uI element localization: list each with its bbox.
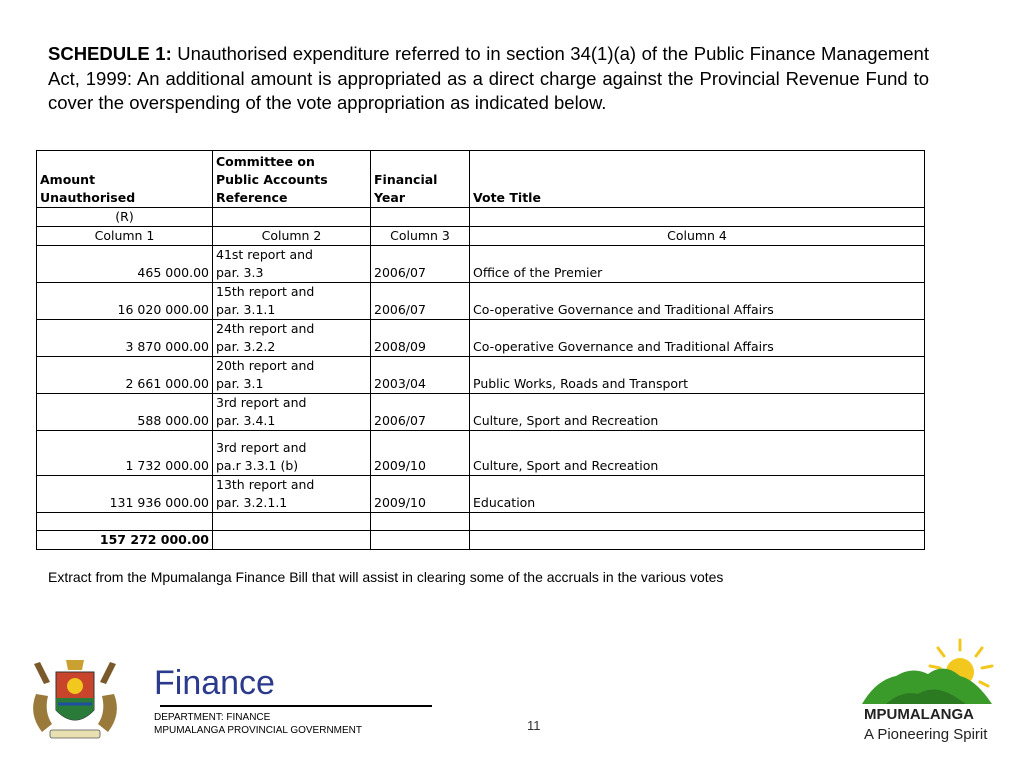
vote-cell: Office of the Premier <box>470 246 925 283</box>
department-line2: MPUMALANGA PROVINCIAL GOVERNMENT <box>154 725 362 736</box>
empty-cell <box>470 531 925 550</box>
table-row <box>37 431 925 476</box>
header-committee-line3: Reference <box>216 190 288 205</box>
empty-cell <box>37 513 213 531</box>
schedule-heading <box>48 42 929 116</box>
year-cell: 2009/10 <box>371 431 470 476</box>
table-column-label-row <box>37 227 925 246</box>
reference-cell <box>213 246 371 283</box>
year-cell: 2009/10 <box>371 476 470 513</box>
empty-cell <box>470 513 925 531</box>
header-amount-line1: Amount <box>40 172 96 187</box>
header-committee-reference <box>213 151 371 208</box>
amount-cell: 16 020 000.00 <box>37 283 213 320</box>
reference-cell <box>213 431 371 476</box>
table-row <box>37 476 925 513</box>
table-row <box>37 357 925 394</box>
header-year-line2: Year <box>374 190 405 205</box>
reference-line1: 3rd report and <box>216 395 307 410</box>
header-financial-year <box>371 151 470 208</box>
table-caption: Extract from the Mpumalanga Finance Bill that will assist in clearing some of the accruals in the various votes <box>48 569 724 585</box>
coat-of-arms-emblem <box>22 654 128 746</box>
reference-line2: pa.r 3.3.1 (b) <box>216 458 299 473</box>
department-label <box>154 711 362 737</box>
vote-cell: Culture, Sport and Recreation <box>470 394 925 431</box>
reference-line2: par. 3.4.1 <box>216 413 276 428</box>
year-cell: 2008/09 <box>371 320 470 357</box>
amount-cell: 131 936 000.00 <box>37 476 213 513</box>
reference-cell <box>213 320 371 357</box>
unit-cell: (R) <box>37 208 213 227</box>
empty-cell <box>470 208 925 227</box>
header-amount-unauthorised <box>37 151 213 208</box>
reference-line1: 24th report and <box>216 321 315 336</box>
empty-cell <box>371 531 470 550</box>
column-label-4: Column 4 <box>470 227 925 246</box>
amount-cell: 2 661 000.00 <box>37 357 213 394</box>
header-committee-line2: Public Accounts <box>216 172 328 187</box>
column-label-2: Column 2 <box>213 227 371 246</box>
vote-cell: Education <box>470 476 925 513</box>
table-total-row <box>37 531 925 550</box>
table-row <box>37 320 925 357</box>
empty-cell <box>213 208 371 227</box>
table-unit-row <box>37 208 925 227</box>
reference-cell <box>213 283 371 320</box>
table-row <box>37 283 925 320</box>
table-row <box>37 246 925 283</box>
reference-line1: 13th report and <box>216 477 315 492</box>
reference-line2: par. 3.2.1.1 <box>216 495 288 510</box>
amount-cell: 465 000.00 <box>37 246 213 283</box>
empty-cell <box>371 208 470 227</box>
schedule-heading-text: Unauthorised expenditure referred to in section 34(1)(a) of the Public Finance Management Act, 1999: An additional amount is appropriated as a direct charge against the Provincial Revenue Fund to cover the overspending of the vote appropriation as indicated below. <box>48 43 929 113</box>
empty-cell <box>371 513 470 531</box>
reference-line1: 3rd report and <box>216 440 307 455</box>
reference-cell <box>213 357 371 394</box>
vote-cell: Co-operative Governance and Traditional Affairs <box>470 283 925 320</box>
header-committee-line1: Committee on <box>216 154 315 169</box>
amount-cell: 588 000.00 <box>37 394 213 431</box>
vote-cell: Co-operative Governance and Traditional Affairs <box>470 320 925 357</box>
empty-cell <box>213 513 371 531</box>
year-cell: 2006/07 <box>371 283 470 320</box>
finance-underline <box>160 705 432 707</box>
header-amount-line2: Unauthorised <box>40 190 136 205</box>
column-label-1: Column 1 <box>37 227 213 246</box>
year-cell: 2006/07 <box>371 394 470 431</box>
header-year-line1: Financial <box>374 172 438 187</box>
page-number: 11 <box>527 718 541 733</box>
total-amount-cell: 157 272 000.00 <box>37 531 213 550</box>
table-header-row <box>37 151 925 208</box>
vote-cell: Culture, Sport and Recreation <box>470 431 925 476</box>
reference-cell <box>213 476 371 513</box>
reference-line1: 41st report and <box>216 247 313 262</box>
table-row <box>37 394 925 431</box>
reference-line1: 20th report and <box>216 358 315 373</box>
year-cell: 2003/04 <box>371 357 470 394</box>
mpumalanga-logo-name: MPUMALANGA <box>864 706 974 723</box>
reference-line2: par. 3.1.1 <box>216 302 276 317</box>
reference-line2: par. 3.1 <box>216 376 264 391</box>
schedule-table <box>36 150 925 550</box>
amount-cell: 1 732 000.00 <box>37 431 213 476</box>
header-vote-title: Vote Title <box>470 151 925 208</box>
amount-cell: 3 870 000.00 <box>37 320 213 357</box>
vote-cell: Public Works, Roads and Transport <box>470 357 925 394</box>
empty-cell <box>213 531 371 550</box>
reference-line2: par. 3.3 <box>216 265 264 280</box>
reference-line1: 15th report and <box>216 284 315 299</box>
schedule-heading-lead: SCHEDULE 1: <box>48 43 172 64</box>
department-line1: DEPARTMENT: FINANCE <box>154 712 271 723</box>
reference-cell <box>213 394 371 431</box>
finance-title: Finance <box>154 664 275 702</box>
table-blank-row <box>37 513 925 531</box>
reference-line2: par. 3.2.2 <box>216 339 276 354</box>
mpumalanga-logo-tagline: A Pioneering Spirit <box>864 726 988 743</box>
year-cell: 2006/07 <box>371 246 470 283</box>
column-label-3: Column 3 <box>371 227 470 246</box>
